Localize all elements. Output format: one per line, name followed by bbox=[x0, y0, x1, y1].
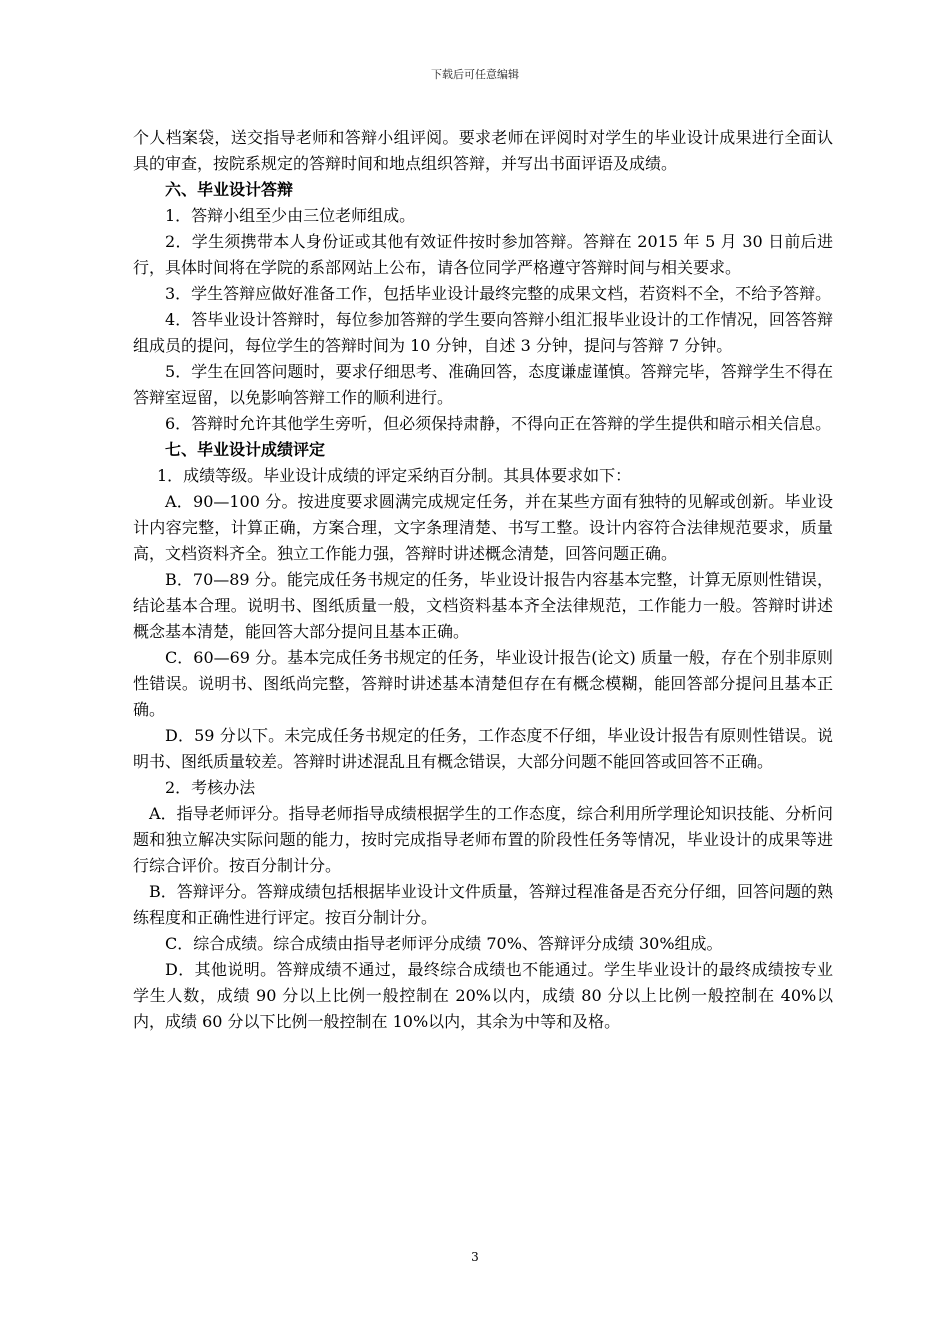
paragraph: C．60—69 分。基本完成任务书规定的任务，毕业设计报告(论文) 质量一般，存在个别非原则性错误。说明书、图纸尚完整，答辩时讲述基本清楚但存在有概念模糊，能回答部分提问且基本正确。 bbox=[133, 648, 833, 719]
paragraph: 2．学生须携带本人身份证或其他有效证件按时参加答辩。答辩在 2015 年 5 月 30 日前后进行，具体时间将在学院的系部网站上公布，请各位同学严格遵守答辩时间与相关要求。 bbox=[133, 232, 833, 277]
paragraph: A．90—100 分。按进度要求圆满完成规定任务，并在某些方面有独特的见解或创新。毕业设计内容完整，计算正确，方案合理，文字条理清楚、书写工整。设计内容符合法律规范要求，质量高，文档资料齐全。独立工作能力强，答辩时讲述概念清楚，回答问题正确。 bbox=[133, 492, 833, 563]
paragraph: 5．学生在回答问题时，要求仔细思考、准确回答，态度谦虚谨慎。答辩完毕，答辩学生不得在答辩室逗留，以免影响答辩工作的顺利进行。 bbox=[133, 362, 833, 407]
section-heading: 七、毕业设计成绩评定 bbox=[165, 440, 326, 459]
paragraph: 3．学生答辩应做好准备工作，包括毕业设计最终完整的成果文档，若资料不全，不给予答辩。 bbox=[165, 284, 832, 303]
paragraph: C．综合成绩。综合成绩由指导老师评分成绩 70%、答辩评分成绩 30%组成。 bbox=[165, 934, 723, 953]
paragraph: D．59 分以下。未完成任务书规定的任务，工作态度不仔细，毕业设计报告有原则性错误。说明书、图纸质量较差。答辩时讲述混乱且有概念错误，大部分问题不能回答或回答不正确。 bbox=[133, 726, 833, 771]
paragraph: 6．答辩时允许其他学生旁听，但必须保持肃静，不得向正在答辩的学生提供和暗示相关信息。 bbox=[165, 414, 832, 433]
page-number: 3 bbox=[471, 1250, 479, 1264]
paragraph: 2．考核办法 bbox=[165, 778, 256, 797]
paragraph: 1．答辩小组至少由三位老师组成。 bbox=[165, 206, 416, 225]
document-body bbox=[133, 125, 833, 1035]
section-heading: 六、毕业设计答辩 bbox=[165, 180, 294, 199]
paragraph: D．其他说明。答辩成绩不通过，最终综合成绩也不能通过。学生毕业设计的最终成绩按专业学生人数，成绩 90 分以上比例一般控制在 20%以内，成绩 80 分以上比例一般控制在 40%以内，成绩 60 分以下比例一般控制在 10%以内，其余为中等和及格。 bbox=[133, 960, 833, 1031]
paragraph: B．70—89 分。能完成任务书规定的任务，毕业设计报告内容基本完整，计算无原则性错误，结论基本合理。说明书、图纸质量一般，文档资料基本齐全法律规范，工作能力一般。答辩时讲述概念基本清楚，能回答大部分提问且基本正确。 bbox=[133, 570, 833, 641]
paragraph: 个人档案袋，送交指导老师和答辩小组评阅。要求老师在评阅时对学生的毕业设计成果进行全面认具的审查，按院系规定的答辩时间和地点组织答辩，并写出书面评语及成绩。 bbox=[133, 128, 833, 173]
paragraph: 1．成绩等级。毕业设计成绩的评定采纳百分制。其具体要求如下： bbox=[157, 466, 632, 485]
paragraph: 4．答毕业设计答辩时，每位参加答辩的学生要向答辩小组汇报毕业设计的工作情况，回答答辩组成员的提问，每位学生的答辩时间为 10 分钟，自述 3 分钟，提问与答辩 7 分钟。 bbox=[133, 310, 833, 355]
page-header: 下载后可任意编辑 bbox=[431, 68, 519, 81]
paragraph: A．指导老师评分。指导老师指导成绩根据学生的工作态度，综合利用所学理论知识技能、分析问题和独立解决实际问题的能力，按时完成指导老师布置的阶段性任务等情况，毕业设计的成果等进行综合评价。按百分制计分。 bbox=[133, 804, 833, 875]
paragraph: B．答辩评分。答辩成绩包括根据毕业设计文件质量，答辩过程准备是否充分仔细，回答问题的熟练程度和正确性进行评定。按百分制计分。 bbox=[133, 882, 833, 927]
